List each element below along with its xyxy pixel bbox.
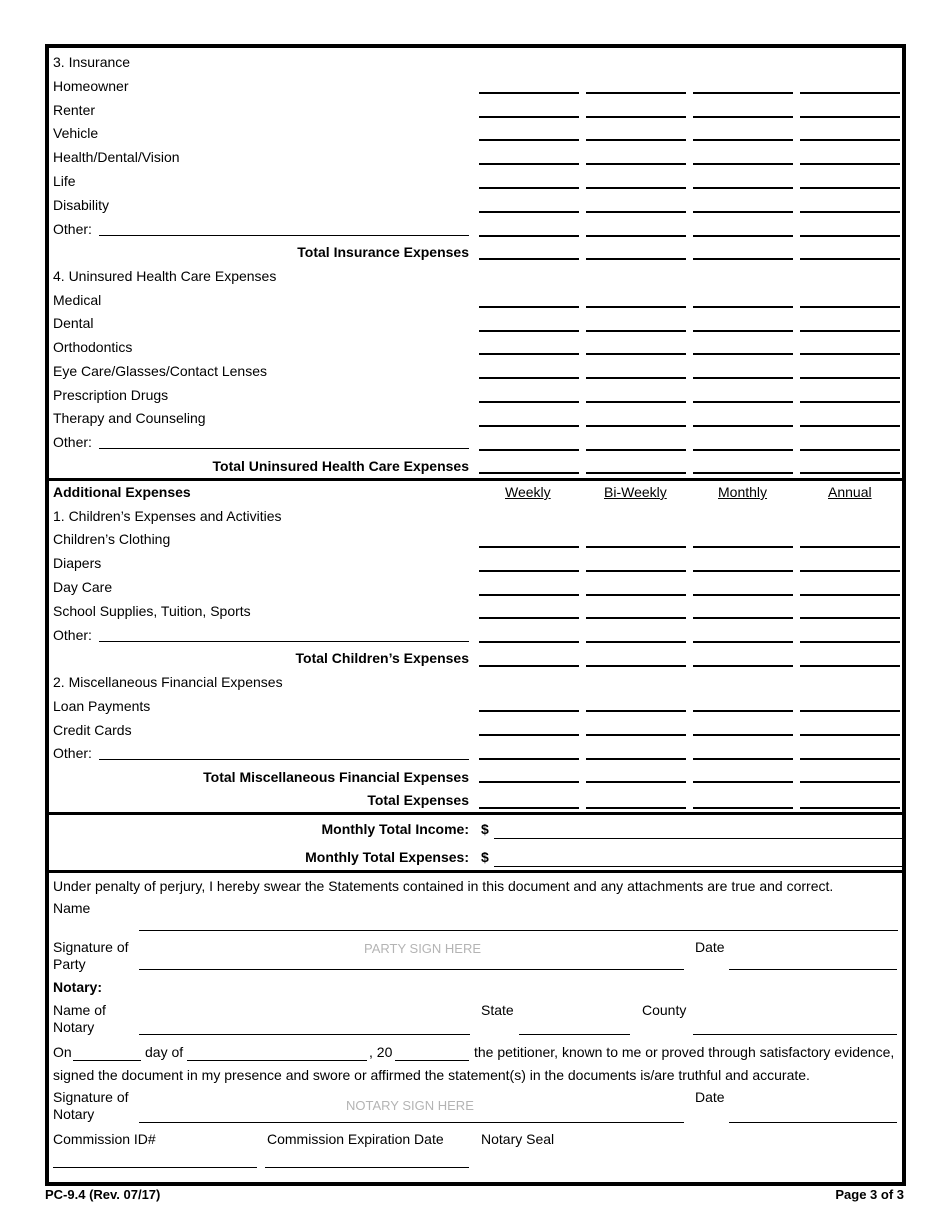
item-credit-cards: Credit Cards (53, 722, 132, 738)
insurance-other-label: Other: (53, 221, 92, 237)
monthly-income-field[interactable] (494, 838, 902, 839)
amount-field-monthly[interactable] (693, 665, 793, 667)
item-life: Life (53, 173, 76, 189)
amount-field-bi-weekly[interactable] (586, 258, 686, 260)
amount-field-annual[interactable] (800, 163, 900, 165)
notary-signature-field[interactable] (139, 1122, 684, 1123)
amount-field-monthly[interactable] (693, 330, 793, 332)
amount-field-annual[interactable] (800, 211, 900, 213)
amount-field-weekly[interactable] (479, 710, 579, 712)
children-heading: 1. Children’s Expenses and Activities (53, 508, 282, 524)
item-school-supplies: School Supplies, Tuition, Sports (53, 603, 251, 619)
amount-field-bi-weekly[interactable] (586, 235, 686, 237)
amount-field-monthly[interactable] (693, 570, 793, 572)
amount-field-bi-weekly[interactable] (586, 449, 686, 451)
amount-field-bi-weekly[interactable] (586, 807, 686, 809)
item-childrens-clothing: Children’s Clothing (53, 531, 171, 547)
month-field[interactable] (187, 1060, 367, 1061)
amount-field-bi-weekly[interactable] (586, 781, 686, 783)
party-date-label: Date (695, 939, 725, 955)
amount-field-monthly[interactable] (693, 139, 793, 141)
amount-field-annual[interactable] (800, 758, 900, 760)
amount-field-weekly[interactable] (479, 187, 579, 189)
signature-party-label-2: Party (53, 956, 86, 972)
amount-field-annual[interactable] (800, 401, 900, 403)
amount-field-bi-weekly[interactable] (586, 570, 686, 572)
amount-field-annual[interactable] (800, 641, 900, 643)
amount-field-bi-weekly[interactable] (586, 116, 686, 118)
amount-field-monthly[interactable] (693, 758, 793, 760)
amount-field-annual[interactable] (800, 258, 900, 260)
section-divider (49, 812, 902, 815)
party-sign-placeholder: PARTY SIGN HERE (364, 941, 482, 956)
amount-field-monthly[interactable] (693, 258, 793, 260)
amount-field-monthly[interactable] (693, 92, 793, 94)
amount-field-monthly[interactable] (693, 353, 793, 355)
total-expenses-label: Total Expenses (367, 792, 469, 808)
amount-field-monthly[interactable] (693, 546, 793, 548)
amount-field-bi-weekly[interactable] (586, 617, 686, 619)
amount-field-annual[interactable] (800, 235, 900, 237)
amount-field-annual[interactable] (800, 710, 900, 712)
name-field[interactable] (139, 930, 898, 931)
col-weekly: Weekly (505, 484, 551, 500)
misc-other-label: Other: (53, 745, 92, 761)
amount-field-weekly[interactable] (479, 570, 579, 572)
misc-other-field[interactable] (99, 759, 469, 760)
section-divider (49, 870, 902, 873)
item-loan-payments: Loan Payments (53, 698, 151, 714)
on-label: On (53, 1044, 72, 1060)
day-of-label: day of (145, 1044, 184, 1060)
expenses-currency: $ (481, 849, 489, 865)
amount-field-weekly[interactable] (479, 116, 579, 118)
amount-field-weekly[interactable] (479, 92, 579, 94)
children-other-field[interactable] (99, 641, 469, 642)
children-other-label: Other: (53, 627, 92, 643)
amount-field-weekly[interactable] (479, 377, 579, 379)
amount-field-bi-weekly[interactable] (586, 425, 686, 427)
amount-field-bi-weekly[interactable] (586, 594, 686, 596)
amount-field-monthly[interactable] (693, 401, 793, 403)
amount-field-bi-weekly[interactable] (586, 139, 686, 141)
petitioner-text: the petitioner, known to me or proved through satisfactory evidence, (474, 1044, 895, 1060)
amount-field-annual[interactable] (800, 734, 900, 736)
amount-field-weekly[interactable] (479, 258, 579, 260)
total-misc-label: Total Miscellaneous Financial Expenses (203, 769, 469, 785)
notary-date-field[interactable] (729, 1122, 897, 1123)
amount-field-monthly[interactable] (693, 472, 793, 474)
amount-field-bi-weekly[interactable] (586, 758, 686, 760)
amount-field-weekly[interactable] (479, 306, 579, 308)
amount-field-bi-weekly[interactable] (586, 401, 686, 403)
amount-field-bi-weekly[interactable] (586, 546, 686, 548)
item-renter: Renter (53, 102, 96, 118)
amount-field-weekly[interactable] (479, 425, 579, 427)
income-currency: $ (481, 821, 489, 837)
amount-field-monthly[interactable] (693, 235, 793, 237)
party-date-field[interactable] (729, 969, 897, 970)
amount-field-annual[interactable] (800, 92, 900, 94)
amount-field-weekly[interactable] (479, 641, 579, 643)
amount-field-annual[interactable] (800, 546, 900, 548)
amount-field-weekly[interactable] (479, 472, 579, 474)
amount-field-weekly[interactable] (479, 665, 579, 667)
amount-field-weekly[interactable] (479, 546, 579, 548)
page-number: Page 3 of 3 (835, 1187, 904, 1202)
misc-heading: 2. Miscellaneous Financial Expenses (53, 674, 283, 690)
oath-statement: Under penalty of perjury, I hereby swear the Statements contained in this document and any attachments are true and correct. (53, 878, 834, 894)
amount-field-annual[interactable] (800, 139, 900, 141)
notary-signature-label-1: Signature of (53, 1089, 129, 1105)
amount-field-monthly[interactable] (693, 187, 793, 189)
item-therapy: Therapy and Counseling (53, 410, 206, 426)
item-homeowner: Homeowner (53, 78, 129, 94)
item-health-dental-vision: Health/Dental/Vision (53, 149, 180, 165)
insurance-other-field[interactable] (99, 235, 469, 236)
form-frame (45, 44, 906, 1186)
commission-id-field[interactable] (53, 1167, 257, 1168)
amount-field-weekly[interactable] (479, 211, 579, 213)
amount-field-bi-weekly[interactable] (586, 353, 686, 355)
amount-field-bi-weekly[interactable] (586, 710, 686, 712)
amount-field-monthly[interactable] (693, 211, 793, 213)
commission-id-label: Commission ID# (53, 1131, 156, 1147)
item-vehicle: Vehicle (53, 125, 99, 141)
amount-field-weekly[interactable] (479, 807, 579, 809)
amount-field-monthly[interactable] (693, 710, 793, 712)
notary-sign-placeholder: NOTARY SIGN HERE (346, 1098, 474, 1113)
amount-field-annual[interactable] (800, 472, 900, 474)
insurance-heading: 3. Insurance (53, 54, 131, 70)
year-field[interactable] (395, 1060, 469, 1061)
col-monthly: Monthly (718, 484, 768, 500)
amount-field-annual[interactable] (800, 449, 900, 451)
form-id: PC-9.4 (Rev. 07/17) (45, 1187, 161, 1202)
amount-field-monthly[interactable] (693, 425, 793, 427)
party-signature-field[interactable] (139, 969, 684, 970)
notary-date-label: Date (695, 1089, 725, 1105)
item-diapers: Diapers (53, 555, 102, 571)
amount-field-annual[interactable] (800, 781, 900, 783)
amount-field-bi-weekly[interactable] (586, 472, 686, 474)
notary-name-label-2: Notary (53, 1019, 95, 1035)
amount-field-annual[interactable] (800, 116, 900, 118)
section-divider (49, 478, 902, 481)
amount-field-monthly[interactable] (693, 116, 793, 118)
amount-field-monthly[interactable] (693, 734, 793, 736)
total-children-label: Total Children’s Expenses (295, 650, 469, 666)
amount-field-weekly[interactable] (479, 734, 579, 736)
amount-field-bi-weekly[interactable] (586, 734, 686, 736)
item-prescription-drugs: Prescription Drugs (53, 387, 169, 403)
uninsured-heading: 4. Uninsured Health Care Expenses (53, 268, 277, 284)
amount-field-monthly[interactable] (693, 306, 793, 308)
amount-field-bi-weekly[interactable] (586, 163, 686, 165)
name-label: Name (53, 900, 91, 916)
amount-field-weekly[interactable] (479, 758, 579, 760)
amount-field-monthly[interactable] (693, 449, 793, 451)
amount-field-weekly[interactable] (479, 781, 579, 783)
signed-text: signed the document in my presence and swore or affirmed the statement(s) in the documents is/are truthful and accurate. (53, 1067, 810, 1083)
notary-seal-label: Notary Seal (481, 1131, 555, 1147)
item-dental: Dental (53, 315, 94, 331)
amount-field-annual[interactable] (800, 330, 900, 332)
amount-field-annual[interactable] (800, 570, 900, 572)
additional-heading: Additional Expenses (53, 484, 191, 500)
item-orthodontics: Orthodontics (53, 339, 133, 355)
amount-field-weekly[interactable] (479, 139, 579, 141)
amount-field-annual[interactable] (800, 353, 900, 355)
amount-field-annual[interactable] (800, 665, 900, 667)
day-field[interactable] (73, 1060, 141, 1061)
county-label: County (642, 1002, 687, 1018)
amount-field-weekly[interactable] (479, 330, 579, 332)
amount-field-monthly[interactable] (693, 163, 793, 165)
amount-field-monthly[interactable] (693, 641, 793, 643)
notary-name-label-1: Name of (53, 1002, 106, 1018)
amount-field-weekly[interactable] (479, 594, 579, 596)
amount-field-monthly[interactable] (693, 594, 793, 596)
amount-field-bi-weekly[interactable] (586, 211, 686, 213)
amount-field-bi-weekly[interactable] (586, 92, 686, 94)
amount-field-bi-weekly[interactable] (586, 377, 686, 379)
amount-field-bi-weekly[interactable] (586, 330, 686, 332)
year-prefix: , 20 (369, 1044, 393, 1060)
uninsured-other-label: Other: (53, 434, 92, 450)
amount-field-annual[interactable] (800, 425, 900, 427)
amount-field-weekly[interactable] (479, 353, 579, 355)
amount-field-annual[interactable] (800, 617, 900, 619)
amount-field-bi-weekly[interactable] (586, 187, 686, 189)
amount-field-annual[interactable] (800, 807, 900, 809)
amount-field-monthly[interactable] (693, 377, 793, 379)
state-field[interactable] (519, 1034, 630, 1035)
col-bi-weekly: Bi-Weekly (604, 484, 667, 500)
total-uninsured-label: Total Uninsured Health Care Expenses (212, 458, 469, 474)
item-day-care: Day Care (53, 579, 113, 595)
monthly-expenses-label: Monthly Total Expenses: (305, 849, 469, 865)
amount-field-weekly[interactable] (479, 401, 579, 403)
amount-field-annual[interactable] (800, 187, 900, 189)
col-annual: Annual (828, 484, 872, 500)
notary-name-field[interactable] (139, 1034, 470, 1035)
amount-field-annual[interactable] (800, 306, 900, 308)
total-insurance-label: Total Insurance Expenses (297, 244, 469, 260)
amount-field-monthly[interactable] (693, 781, 793, 783)
monthly-income-label: Monthly Total Income: (321, 821, 469, 837)
amount-field-weekly[interactable] (479, 617, 579, 619)
notary-heading: Notary: (53, 979, 103, 995)
uninsured-other-field[interactable] (99, 448, 469, 449)
item-disability: Disability (53, 197, 110, 213)
county-field[interactable] (693, 1034, 897, 1035)
amount-field-monthly[interactable] (693, 617, 793, 619)
amount-field-weekly[interactable] (479, 235, 579, 237)
amount-field-annual[interactable] (800, 377, 900, 379)
item-eye-care: Eye Care/Glasses/Contact Lenses (53, 363, 267, 379)
amount-field-bi-weekly[interactable] (586, 641, 686, 643)
amount-field-weekly[interactable] (479, 163, 579, 165)
amount-field-monthly[interactable] (693, 807, 793, 809)
item-medical: Medical (53, 292, 102, 308)
amount-field-annual[interactable] (800, 594, 900, 596)
commission-exp-label: Commission Expiration Date (267, 1131, 444, 1147)
state-label: State (481, 1002, 514, 1018)
notary-signature-label-2: Notary (53, 1106, 95, 1122)
amount-field-bi-weekly[interactable] (586, 665, 686, 667)
amount-field-weekly[interactable] (479, 449, 579, 451)
commission-exp-field[interactable] (265, 1167, 469, 1168)
signature-party-label-1: Signature of (53, 939, 129, 955)
amount-field-bi-weekly[interactable] (586, 306, 686, 308)
monthly-expenses-field[interactable] (494, 866, 902, 867)
